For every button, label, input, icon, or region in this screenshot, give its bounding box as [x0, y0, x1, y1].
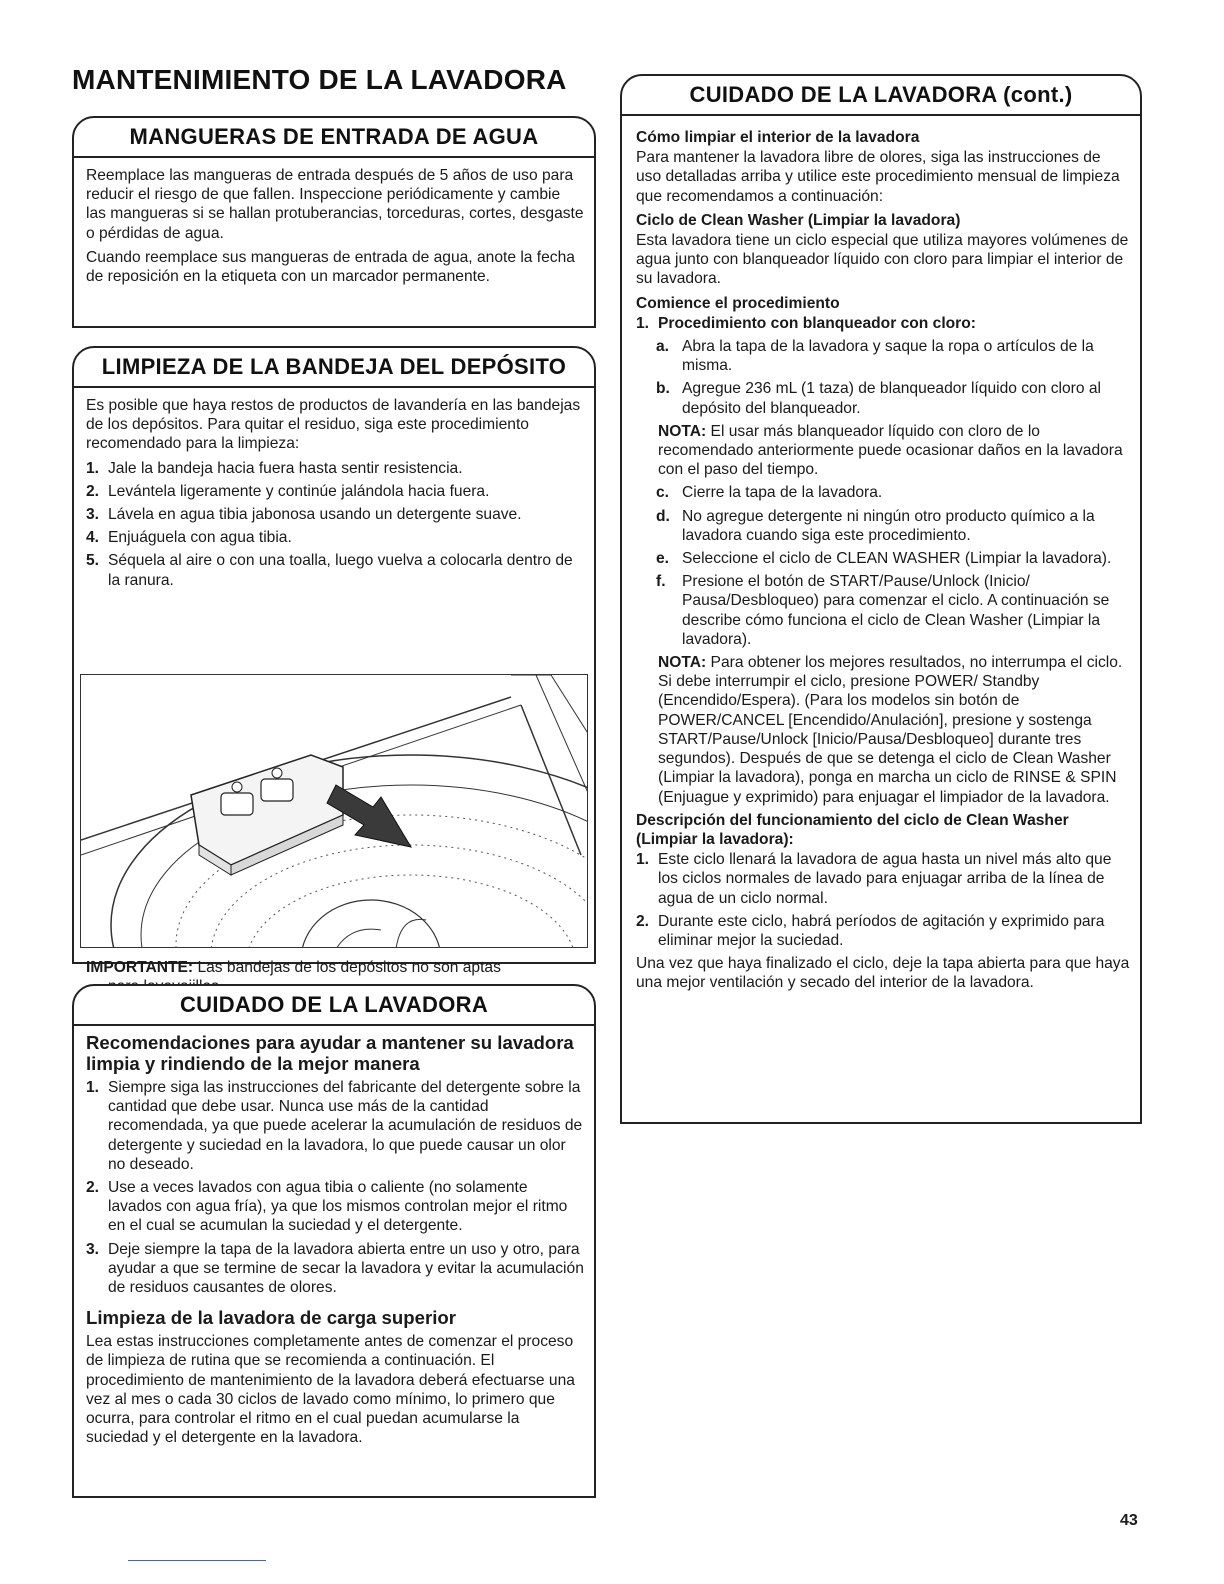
item-letter: b.: [656, 380, 670, 398]
tray-title: LIMPIEZA DE LA BANDEJA DEL DEPÓSITO: [101, 354, 567, 379]
list-item: [656, 572, 1130, 649]
item-text: Abra la tapa de la lavadora y saque la ropa o artículos de la misma.: [682, 338, 1094, 375]
list-item: [656, 483, 1130, 502]
note-interrupt: [658, 653, 1130, 807]
note-label: NOTA:: [658, 654, 707, 672]
list-item: [86, 1240, 584, 1298]
list-item: [636, 912, 1130, 950]
important-text: Las bandejas de los depósitos no son aptas: [193, 959, 501, 976]
hoses-body: [86, 166, 584, 291]
paragraph-clean-washer-cycle: Esta lavadora tiene un ciclo especial que utiliza mayores volúmenes de agua junto con blanqueador líquido con cloro para limpiar el interior de su lavadora.: [636, 232, 1129, 288]
care-subhead-recommendations: Recomendaciones para ayudar a mantener su lavadora limpia y rindiendo de la mejor manera: [86, 1032, 574, 1074]
item-letter: a.: [656, 338, 670, 356]
list-item: [656, 337, 1130, 375]
care-title: CUIDADO DE LA LAVADORA: [179, 992, 489, 1017]
item-number: 4.: [86, 529, 100, 547]
care-section: [72, 992, 596, 1498]
item-text: Cierre la tapa de la lavadora.: [682, 484, 883, 502]
item-letter: f.: [656, 573, 666, 591]
item-number: 1.: [636, 314, 650, 332]
item-text: Durante este ciclo, habrá períodos de agitación y exprimido para eliminar mejor la suciedad.: [658, 912, 1105, 949]
item-text: Jale la bandeja hacia fuera hasta sentir resistencia.: [108, 459, 463, 477]
note-text: Para obtener los mejores resultados, no interrumpa el ciclo. Si debe interrumpir el ciclo, presione POWER/ Standby (Encendido/Espera). (Para los modelos sin botón de POWER/CANCEL [Encendido/Anulación], presione y sostenga START/Pause/Unlock [Inicio/Pausa/Desbloqueo] durante tres segundos). Después de que se detenga el ciclo de Clean Washer (Limpiar la lavadora), ponga en marcha un ciclo de RINSE & SPIN (Enjuague y exprimido) para enjuagar el limpiador de la lavadora.: [658, 654, 1123, 806]
care-subhead-top-load: Limpieza de la lavadora de carga superior: [86, 1307, 456, 1329]
item-number: 5.: [86, 552, 100, 570]
care-cont-section: [620, 82, 1142, 1124]
item-text: Este ciclo llenará la lavadora de agua hasta un nivel más alto que los ciclos normales de lavado para enjuagar arriba de la línea de agua de un ciclo normal.: [658, 851, 1112, 907]
item-text: Use a veces lavados con agua tibia o caliente (no solamente lavados con agua fría), ya que los mismos controlan mejor el ritmo en el cual se acumulan la suciedad y el detergente.: [108, 1179, 568, 1235]
list-item: [86, 459, 584, 478]
list-item: [656, 507, 1130, 545]
hoses-paragraph-2: Cuando reemplace sus mangueras de entrada de agua, anote la fecha de reposición en la etiqueta con un marcador permanente.: [86, 248, 575, 286]
note-bleach: [658, 422, 1130, 480]
page-title: MANTENIMIENTO DE LA LAVADORA: [72, 64, 567, 95]
list-item: [86, 505, 584, 524]
paragraph-after-cycle: Una vez que haya finalizado el ciclo, deje la tapa abierta para que haya una mejor ventilación y secado del interior de la lavadora.: [636, 955, 1130, 992]
item-number: 2.: [86, 1179, 100, 1197]
care-cont-title: CUIDADO DE LA LAVADORA (cont.): [689, 82, 1073, 107]
list-item: [636, 314, 1130, 333]
item-letter: d.: [656, 507, 670, 525]
item-number: 1.: [86, 459, 100, 477]
heading-clean-interior: Cómo limpiar el interior de la lavadora: [636, 129, 920, 146]
footer-link-line: [128, 1560, 266, 1561]
item-text: Séquela al aire o con una toalla, luego vuelva a colocarla dentro de la ranura.: [108, 552, 573, 589]
note-label: NOTA:: [658, 422, 707, 440]
dispenser-tray-illustration: [80, 674, 588, 948]
item-text: No agregue detergente ni ningún otro producto químico a la lavadora cuando siga este procedimiento.: [682, 507, 1095, 544]
item-number: 2.: [636, 912, 650, 930]
item-number: 1.: [86, 1079, 100, 1096]
heading-cycle-description: Descripción del funcionamiento del ciclo de Clean Washer (Limpiar la lavadora):: [636, 811, 1069, 848]
item-text: Seleccione el ciclo de CLEAN WASHER (Limpiar la lavadora).: [682, 550, 1112, 568]
item-text: Presione el botón de START/Pause/Unlock (Inicio/ Pausa/Desbloqueo) para comenzar el ciclo. A continuación se describe cómo funciona el ciclo de Clean Washer (Limpiar la lavadora).: [682, 573, 1110, 648]
heading-begin-procedure: Comience el procedimiento: [636, 294, 840, 312]
item-text: Siempre siga las instrucciones del fabricante del detergente sobre la cantidad que debe usar. Nunca use más de la cantidad recomendada, ya que puede acelerar la acumulación de residuos de detergente y suciedad en la lavadora, lo que puede causar un olor no deseado.: [108, 1079, 583, 1173]
item-text: Agregue 236 mL (1 taza) de blanqueador líquido con cloro al depósito del blanqueador.: [682, 380, 1101, 417]
tray-section: [72, 354, 596, 976]
list-item: [86, 482, 584, 501]
paragraph-clean-interior: Para mantener la lavadora libre de olores, siga las instrucciones de uso detalladas arriba y utilice este procedimiento mensual de limpieza que recomendamos a continuación:: [636, 149, 1120, 205]
heading-clean-washer-cycle: Ciclo de Clean Washer (Limpiar la lavadora): [636, 211, 961, 229]
care-body: [86, 1032, 584, 1452]
item-letter: e.: [656, 550, 670, 568]
list-item: [86, 1078, 584, 1174]
care-cont-tab: [620, 74, 1142, 116]
care-cont-body: [636, 126, 1130, 998]
washer-drawing: [81, 675, 588, 948]
list-item: [656, 549, 1130, 568]
care-paragraph-final: Lea estas instrucciones completamente antes de comenzar el proceso de limpieza de rutina que se recomienda a continuación. El procedimiento de mantenimiento de la lavadora deberá efectuarse una vez al mes o cada 30 ciclos de lavado como mínimo, lo primero que ocurra, para controlar el ritmo en el cual puedan acumularse la suciedad y el detergente en la lavadora.: [86, 1333, 575, 1447]
item-text: Lávela en agua tibia jabonosa usando un detergente suave.: [108, 506, 522, 524]
hoses-section: [72, 124, 596, 328]
list-item: [86, 551, 584, 589]
hoses-title: MANGUERAS DE ENTRADA DE AGUA: [129, 124, 539, 149]
list-item: [86, 1178, 584, 1236]
item-number: 2.: [86, 482, 100, 500]
important-label: IMPORTANTE:: [86, 959, 194, 976]
hoses-tab: [72, 116, 596, 158]
item-text: Procedimiento con blanqueador con cloro:: [658, 314, 976, 332]
tray-intro: Es posible que haya restos de productos de lavandería en las bandejas de los depósitos. Para quitar el residuo, siga este procedimiento recomendado para la limpieza:: [86, 397, 581, 453]
page-number: 43: [1120, 1512, 1138, 1529]
hoses-paragraph-1: Reemplace las mangueras de entrada después de 5 años de uso para reducir el riesgo de que fallen. Inspeccione periódicamente y cambie las mangueras si se hallan protuberancias, torceduras, cortes, desgaste o pérdidas de agua.: [86, 167, 584, 242]
list-item: [656, 379, 1130, 417]
list-item: [636, 850, 1130, 908]
tray-body: [86, 396, 584, 594]
item-number: 3.: [86, 506, 100, 524]
item-number: 1.: [636, 851, 650, 869]
care-tab: [72, 984, 596, 1026]
item-number: 3.: [86, 1240, 100, 1258]
item-letter: c.: [656, 484, 670, 502]
item-text: Enjuáguela con agua tibia.: [108, 529, 292, 547]
item-text: Levántela ligeramente y continúe jalándola hacia fuera.: [108, 482, 490, 500]
tray-tab: [72, 346, 596, 388]
list-item: [86, 528, 584, 547]
note-text: El usar más blanqueador líquido con cloro de lo recomendado anteriormente puede ocasionar daños en la lavadora con el paso del tiempo.: [658, 422, 1123, 479]
item-text: Deje siempre la tapa de la lavadora abierta entre un uso y otro, para ayudar a que se termine de secar la lavadora y evitar la acumulación de residuos causantes de olores.: [108, 1240, 584, 1297]
